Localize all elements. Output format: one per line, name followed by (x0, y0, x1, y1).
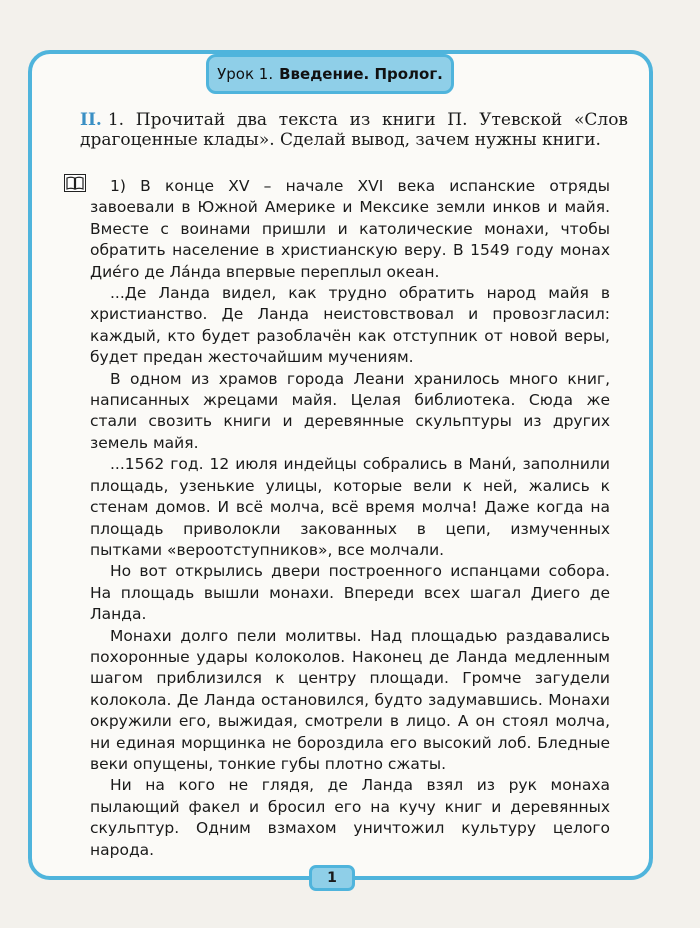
page-number: 1 (309, 865, 355, 891)
paragraph: Но вот открылись двери построенного испанцами собора. На площадь вышли монахи. Впереди всех шагал Диего де Ланда. (90, 562, 610, 624)
task-instruction (80, 110, 628, 150)
paragraph: В одном из храмов города Леани хранилось много книг, написанных жрецами майя. Целая библиотека. Сюда же стали свозить книги и деревянные скульптуры из других земель майя. (90, 369, 610, 452)
paragraph: ...Де Ланда видел, как трудно обратить народ майя в христианство. Де Ланда неистовствовал и провозгласил: каждый, кто будет разоблачён как отступник от новой веры, будет предан жесточайшим мучениям. (90, 284, 610, 367)
lesson-header (206, 54, 454, 94)
paragraph: Ни на кого не глядя, де Ланда взял из рук монаха пылающий факел и бросил его на кучу книг и деревянных скульптур. Одним взмахом уничтожил культуру целого народа. (90, 776, 610, 859)
paragraph: 1) В конце XV – начале XVI века испанские отряды завоевали в Южной Америке и Мексике земли инков и майя. Вместе с воинами пришли и католические монахи, чтобы обратить население в христианскую веру. В 1549 году монах Дие́го де Ла́нда впервые переплыл океан. (90, 177, 610, 281)
paragraph: Монахи долго пели молитвы. Над площадью раздавались похоронные удары колоколов. Наконец де Ланда медленным шагом приблизился к центру площади. Громче загудели колокола. Де Ланда остановился, будто задумавшись. Монахи окружили его, выжидая, смотрели в лицо. А он стоял молча, ни единая морщинка не бороздила его высокий лоб. Бледные веки опущены, тонкие губы плотно сжаты. (90, 626, 610, 773)
lesson-title: Введение. Пролог. (279, 65, 443, 83)
task-text: 1. Прочитай два текста из книги П. Утевской «Слов драгоценные клады». Сделай вывод, зачем нужны книги. (80, 110, 628, 150)
open-book-icon (64, 174, 86, 192)
paragraph: ...1562 год. 12 июля индейцы собрались в Мани́, заполнили площадь, узенькие улицы, которые вели к ней, жались к стенам домов. И всё молча, всё время молча! Даже когда на площадь приволокли закованных в цепи, измученных пытками «вероотступников», все молчали. (90, 455, 610, 559)
reading-text (90, 176, 610, 861)
lesson-label: Урок 1. (217, 65, 274, 83)
task-section-number: II. (80, 110, 102, 130)
